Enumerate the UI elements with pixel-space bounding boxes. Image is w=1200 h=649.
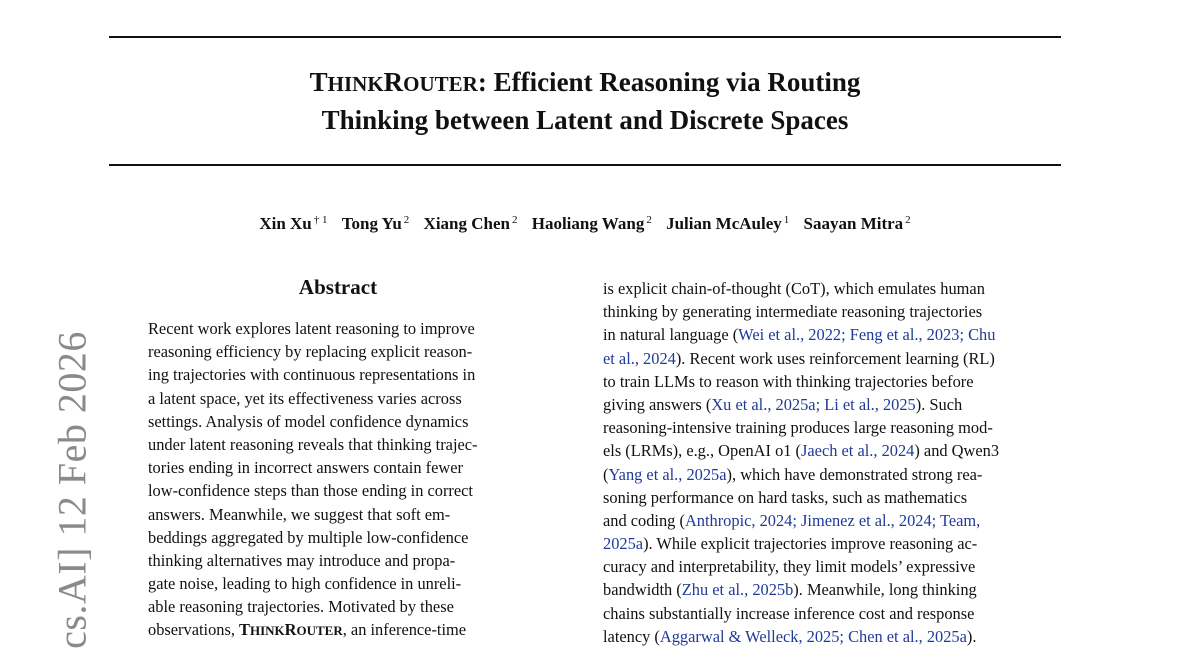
intro-line: in natural language (Wei et al., 2022; Feng et al., 2023; Chu [603, 325, 996, 345]
citation-link[interactable]: Xu et al., 2025a; Li et al., 2025 [711, 394, 916, 414]
intro-line: is explicit chain-of-thought (CoT), which emulates human [603, 279, 985, 298]
intro-line: chains substantially increase inference cost and response [603, 603, 975, 623]
author: Julian McAuley $^1$ [666, 214, 790, 233]
author: Xin Xu $^{\dagger 1}$ [259, 214, 328, 233]
abstract-line: under latent reasoning reveals that thinking trajec- [148, 434, 478, 454]
citation-link[interactable]: Yang et al., 2025a [608, 464, 727, 484]
abstract-line: able reasoning trajectories. Motivated by these [148, 597, 454, 617]
intro-line: et al., 2024). Recent work uses reinforcement learning (RL) [603, 348, 995, 368]
author: Tong Yu $^2$ [341, 214, 410, 233]
method-name: THINKROUTER [239, 620, 343, 640]
title-line-1: THINKROUTER: Efficient Reasoning via Routing [309, 67, 861, 97]
intro-line: bandwidth (Zhu et al., 2025b). Meanwhile, long thinking [603, 580, 977, 600]
abstract-heading: Abstract [298, 275, 378, 299]
abstract-line: thinking alternatives may introduce and propa- [148, 550, 456, 570]
author-list [109, 208, 1061, 236]
abstract-line: ing trajectories with continuous representations in [148, 365, 476, 385]
intro-line: reasoning-intensive training produces large reasoning mod- [603, 418, 993, 438]
intro-line: giving answers (Xu et al., 2025a; Li et al., 2025). Such [603, 394, 963, 414]
citation-link[interactable]: Wei et al., 2022; Feng et al., 2023; Chu [738, 325, 996, 345]
intro-line: els (LRMs), e.g., OpenAI o1 (Jaech et al., 2024) and Qwen3 [603, 441, 1000, 461]
abstract-line: beddings aggregated by multiple low-confidence [148, 527, 469, 547]
intro-line: and coding (Anthropic, 2024; Jimenez et al., 2024; Team, [603, 510, 981, 530]
citation-link[interactable]: et al., 2024 [603, 348, 676, 368]
abstract-line: a latent space, yet its effectiveness varies across [148, 388, 462, 408]
title-rule-bottom [109, 164, 1061, 166]
title-brand: THINKROUTER [309, 67, 478, 97]
author: Haoliang Wang $^2$ [531, 214, 652, 233]
author: Saayan Mitra $^2$ [803, 214, 911, 233]
abstract-line: answers. Meanwhile, we suggest that soft em- [148, 504, 451, 524]
citation-link[interactable]: Anthropic, 2024; Jimenez et al., 2024; Team, [684, 510, 981, 530]
intro-line: soning performance on hard tasks, such as mathematics [603, 487, 968, 507]
citation-link[interactable]: Zhu et al., 2025b [681, 580, 794, 600]
intro-line: thinking by generating intermediate reasoning trajectories [603, 302, 983, 322]
citation-link[interactable]: Aggarwal & Welleck, 2025; Chen et al., 2025a [659, 626, 967, 646]
abstract-line: observations, THINKROUTER, an inference-time [148, 620, 467, 640]
intro-body [603, 277, 1061, 648]
abstract-line: gate noise, leading to high confidence in unreli- [148, 574, 462, 594]
author: Xiang Chen $^2$ [423, 214, 518, 233]
abstract-line: settings. Analysis of model confidence dynamics [148, 411, 469, 431]
paper-title [109, 64, 1061, 138]
abstract-line: Recent work explores latent reasoning to improve [148, 319, 475, 338]
citation-link[interactable]: Jaech et al., 2024 [801, 441, 915, 461]
abstract-line: low-confidence steps than those ending in correct [148, 481, 473, 501]
abstract-line: tories ending in incorrect answers contain fewer [148, 458, 463, 478]
intro-line: to train LLMs to reason with thinking trajectories before [603, 371, 974, 391]
title-line-2: Thinking between Latent and Discrete Spaces [321, 105, 849, 135]
title-rule-top [109, 36, 1061, 38]
intro-line: 2025a). While explicit trajectories improve reasoning ac- [603, 534, 978, 554]
arxiv-stamp: cs.AI] 12 Feb 2026 [49, 331, 95, 649]
intro-line: latency (Aggarwal & Welleck, 2025; Chen et al., 2025a). [603, 626, 977, 646]
intro-line: curacy and interpretability, they limit models’ expressive [603, 557, 976, 577]
intro-line: (Yang et al., 2025a), which have demonstrated strong rea- [603, 464, 983, 484]
abstract-line: reasoning efficiency by replacing explicit reason- [148, 342, 473, 362]
citation-link[interactable]: 2025a [603, 534, 644, 554]
abstract-body [148, 317, 528, 642]
